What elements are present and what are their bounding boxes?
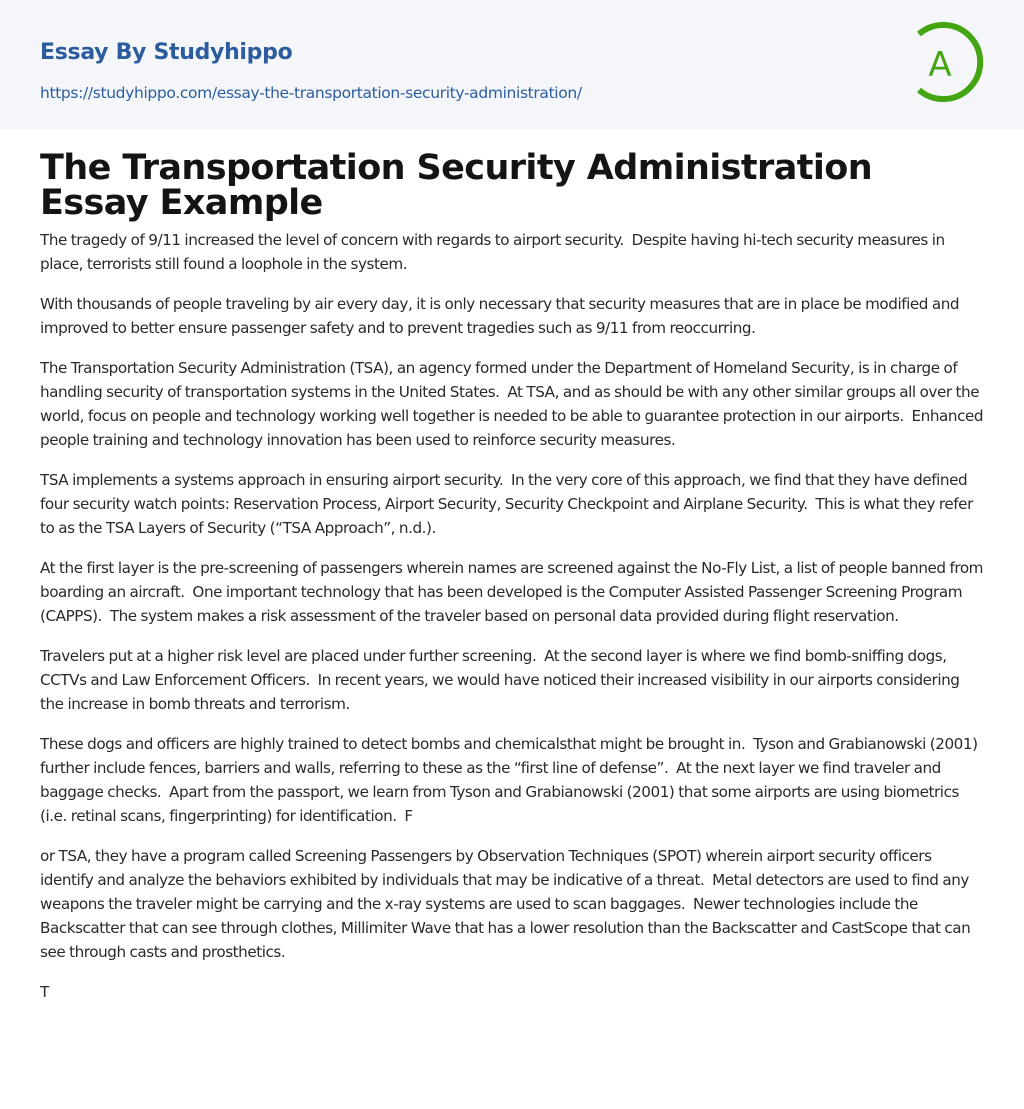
site-name[interactable]: Essay By Studyhippo: [40, 40, 293, 65]
paragraph: The tragedy of 9/11 increased the level of concern with regards to airport security. Despite having hi-tech security measures in place, terrorists still found a loophole in the system.: [40, 231, 949, 273]
paragraph: With thousands of people traveling by air every day, it is only necessary that security measures that are in place be modified and improved to better ensure passenger safety and to prevent tragedies such as 9/11 from reoccurring.: [40, 295, 963, 337]
source-url-link[interactable]: https://studyhippo.com/essay-the-transportation-security-administration/: [40, 84, 582, 102]
page-title: The Transportation Security Administration Essay Example: [40, 148, 873, 223]
paragraph: or TSA, they have a program called Screening Passengers by Observation Techniques (SPOT) wherein airport security officers identify and analyze the behaviors exhibited by individuals that may be indicative of a threat. Metal detectors are used to find any weapons the traveler might be carrying and the x-ray systems are used to scan baggages. Newer technologies include the Backscatter that can see through clothes, Millimiter Wave that has a lower resolution than the Backscatter and CastScope that can see through casts and prosthetics.: [40, 847, 975, 961]
studyhippo-logo-icon[interactable]: [912, 20, 986, 104]
paragraph: Travelers put at a higher risk level are placed under further screening. At the second layer is where we find bomb-sniffing dogs, CCTVs and Law Enforcement Officers. In recent years, we would have noticed their increased visibility in our airports considering the increase in bomb threats and terrorism.: [40, 647, 964, 713]
site-header: [0, 0, 1024, 129]
paragraph: The Transportation Security Administration (TSA), an agency formed under the Department of Homeland Security, is in charge of handling security of transportation systems in the United States. At TSA, and as should be with any other similar groups all over the world, focus on people and technology working well together is needed to be able to guarantee protection in our airports. Enhanced people training and technology innovation has been used to reinforce security measures.: [40, 359, 987, 449]
paragraph: T: [40, 983, 49, 1001]
paragraph: At the first layer is the pre-screening of passengers wherein names are screened against the No-Fly List, a list of people banned from boarding an aircraft. One important technology that has been developed is the Computer Assisted Passenger Screening Program (CAPPS). The system makes a risk assessment of the traveler based on personal data provided during flight reservation.: [40, 559, 987, 625]
logo-letter: A: [928, 45, 952, 85]
paragraph: These dogs and officers are highly trained to detect bombs and chemicalsthat might be brought in. Tyson and Grabianowski (2001) further include fences, barriers and walls, referring to these as the “first line of defense”. At the next layer we find traveler and baggage checks. Apart from the passport, we learn from Tyson and Grabianowski (2001) that some airports are using biometrics (i.e. retinal scans, fingerprinting) for identification. F: [40, 735, 982, 825]
paragraph: TSA implements a systems approach in ensuring airport security. In the very core of this approach, we find that they have defined four security watch points: Reservation Process, Airport Security, Security Checkpoint and Airplane Security. This is what they refer to as the TSA Layers of Security (“TSA Approach”, n.d.).: [40, 471, 977, 537]
